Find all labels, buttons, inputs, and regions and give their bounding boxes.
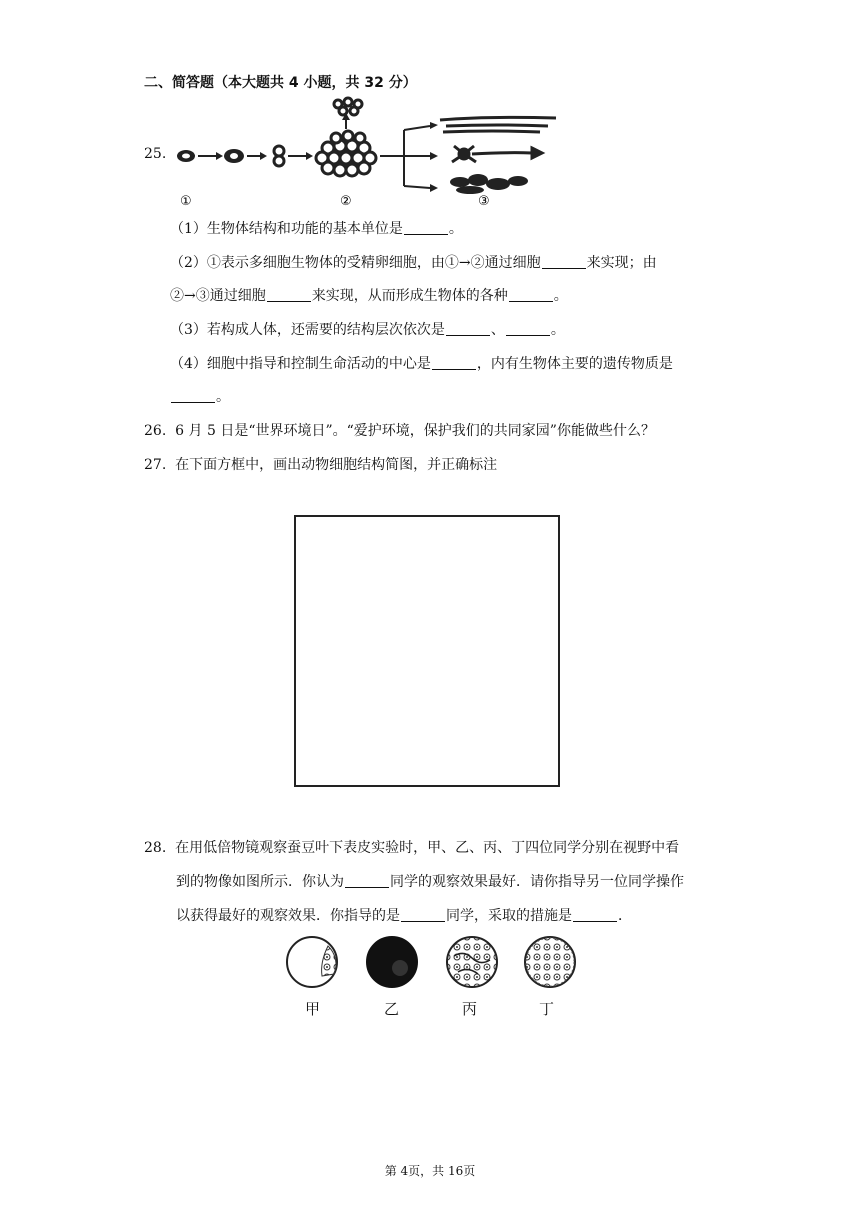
label-yi: 乙 — [384, 1000, 400, 1018]
answer-blank[interactable] — [506, 321, 550, 336]
microscope-views — [282, 932, 582, 992]
drawing-box[interactable] — [294, 515, 560, 787]
answer-blank[interactable] — [404, 220, 448, 235]
view-ding — [525, 937, 575, 987]
muscle-tissue — [440, 117, 556, 132]
question-28-line1: 28. 在用低倍物镜观察蚕豆叶下表皮实验时，甲、乙、丙、丁四位同学分别在视野中看 — [144, 840, 680, 856]
cell-cluster-top — [334, 98, 362, 115]
question-27: 27. 在下面方框中，画出动物细胞结构简图，并正确标注 — [144, 457, 498, 473]
q25-part4-cont: 。 — [170, 387, 230, 407]
figure-label-1: ① — [180, 194, 192, 208]
page-footer: 第 4页，共 16页 — [384, 1164, 476, 1178]
question-28-line2: 到的物像如图所示．你认为 同学的观察效果最好．请你指导另一位同学操作 — [176, 874, 684, 890]
answer-blank[interactable] — [345, 873, 389, 888]
answer-blank[interactable] — [171, 388, 215, 403]
view-jia — [287, 937, 337, 987]
q25-part3: （3）若构成人体，还需要的结构层次依次是 、 。 — [170, 322, 565, 338]
q25-part4: （4）细胞中指导和控制生命活动的中心是 ，内有生物体主要的遗传物质是 — [170, 356, 673, 372]
answer-blank[interactable] — [542, 254, 586, 269]
label-ding: 丁 — [539, 1000, 555, 1018]
q25-part2: （2）①表示多细胞生物体的受精卵细胞，由①→②通过细胞 来实现；由 — [170, 255, 657, 271]
nerve-cell — [452, 146, 542, 162]
label-jia: 甲 — [305, 1000, 321, 1018]
section-title: 二、简答题（本大题共 4 小题，共 32 分） — [144, 75, 417, 91]
answer-blank[interactable] — [432, 355, 476, 370]
q25-part1: （1）生物体结构和功能的基本单位是 。 — [170, 221, 463, 237]
answer-blank[interactable] — [509, 287, 553, 302]
question-26: 26. 6 月 5 日是“世界环境日”。“爱护环境，保护我们的共同家园”你能做些什么？ — [144, 423, 655, 439]
answer-blank[interactable] — [573, 907, 617, 922]
question-25-number: 25. — [144, 146, 167, 162]
figure-label-3: ③ — [478, 194, 490, 208]
answer-blank[interactable] — [267, 287, 311, 302]
figure-label-2: ② — [340, 194, 352, 208]
answer-blank[interactable] — [446, 321, 490, 336]
q25-part2-cont: ②→③通过细胞 来实现，从而形成生物体的各种 。 — [170, 288, 568, 304]
question-28-line3: 以获得最好的观察效果．你指导的是 同学，采取的措施是 ． — [176, 908, 632, 924]
view-yi — [367, 937, 417, 987]
view-bing — [447, 937, 497, 987]
cell-development-figure — [168, 96, 568, 208]
epithelial-tissue — [450, 174, 528, 194]
cell-mass — [316, 131, 376, 176]
label-bing: 丙 — [462, 1000, 478, 1018]
answer-blank[interactable] — [401, 907, 445, 922]
